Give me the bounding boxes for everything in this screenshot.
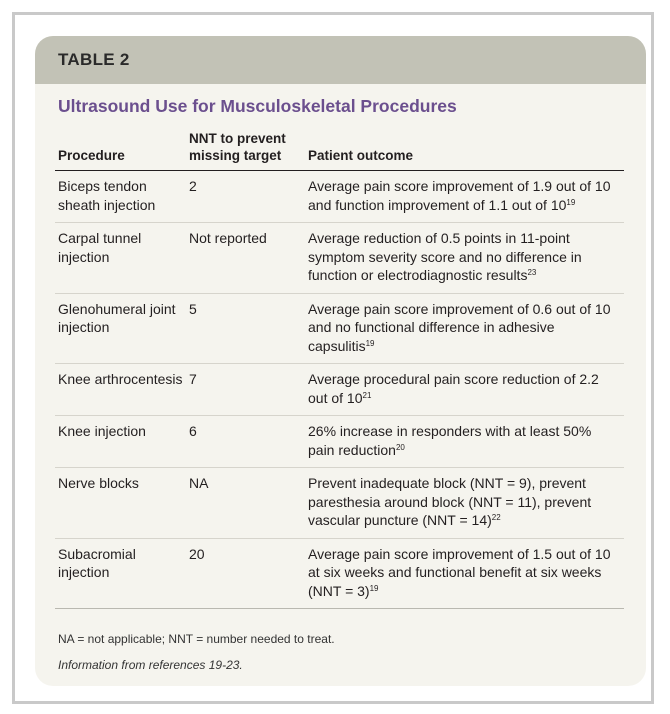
outcome-text: Average pain score improvement of 1.5 out of 10 at six weeks and functional benefit at six weeks (NNT = 3) (308, 545, 611, 599)
outcome-text: Prevent inadequate block (NNT = 9), prevent paresthesia around block (NNT = 11), prevent vascular puncture (NNT = 14) (308, 475, 592, 528)
table-row (55, 364, 624, 416)
table-label: TABLE 2 (35, 36, 646, 84)
reference-superscript: 23 (527, 268, 537, 277)
header-nnt: NNT to prevent missing target (186, 130, 305, 171)
table-card (35, 36, 646, 686)
cell-procedure: Knee arthrocentesis (55, 364, 186, 416)
page-frame (12, 12, 654, 704)
table-row (55, 293, 624, 364)
header-outcome: Patient outcome (305, 130, 624, 171)
outcome-text: 26% increase in responders with at least 50% pain reduction (308, 423, 592, 458)
cell-outcome (305, 538, 624, 609)
reference-superscript: 19 (566, 197, 576, 207)
cell-nnt: 6 (186, 416, 305, 468)
cell-nnt: NA (186, 468, 305, 539)
reference-superscript: 19 (365, 338, 375, 348)
table-row (55, 538, 624, 609)
reference-superscript: 19 (369, 583, 379, 593)
footnote: NA = not applicable; NNT = number needed to treat. (58, 632, 335, 646)
cell-nnt: 7 (186, 364, 305, 416)
cell-outcome (305, 468, 624, 539)
table-row (55, 468, 624, 539)
header-procedure: Procedure (55, 130, 186, 171)
cell-outcome (305, 223, 624, 294)
table-title: Ultrasound Use for Musculoskeletal Procedures (58, 96, 457, 116)
cell-outcome (305, 364, 624, 416)
outcome-text: Average procedural pain score reduction of 2.2 out of 10 (308, 371, 599, 406)
cell-nnt: 5 (186, 293, 305, 364)
header-row (55, 130, 624, 171)
reference-superscript: 20 (395, 442, 405, 452)
cell-outcome (305, 293, 624, 364)
cell-procedure: Knee injection (55, 416, 186, 468)
cell-nnt: Not reported (186, 223, 305, 294)
cell-outcome (305, 416, 624, 468)
outcome-text: Average reduction of 0.5 points in 11-point symptom severity score and no difference in function or electrodiagnostic results (308, 230, 582, 283)
table-row (55, 416, 624, 468)
outcome-text: Average pain score improvement of 0.6 out of 10 and no functional difference in adhesive capsulitis (308, 300, 611, 354)
data-table (55, 130, 624, 609)
reference-superscript: 22 (491, 513, 501, 522)
cell-nnt: 2 (186, 171, 305, 223)
outcome-text: Average pain score improvement of 1.9 out of 10 and function improvement of 1.1 out of 10 (308, 178, 611, 213)
reference-superscript: 21 (362, 390, 372, 400)
cell-procedure: Subacromial injection (55, 538, 186, 609)
cell-procedure: Biceps tendon sheath injection (55, 171, 186, 223)
cell-procedure: Carpal tunnel injection (55, 223, 186, 294)
source-note: Information from references 19-23. (58, 658, 243, 672)
cell-outcome (305, 171, 624, 223)
cell-nnt: 20 (186, 538, 305, 609)
table-row (55, 171, 624, 223)
table-row (55, 223, 624, 294)
cell-procedure: Nerve blocks (55, 468, 186, 539)
cell-procedure: Glenohumeral joint injection (55, 293, 186, 364)
